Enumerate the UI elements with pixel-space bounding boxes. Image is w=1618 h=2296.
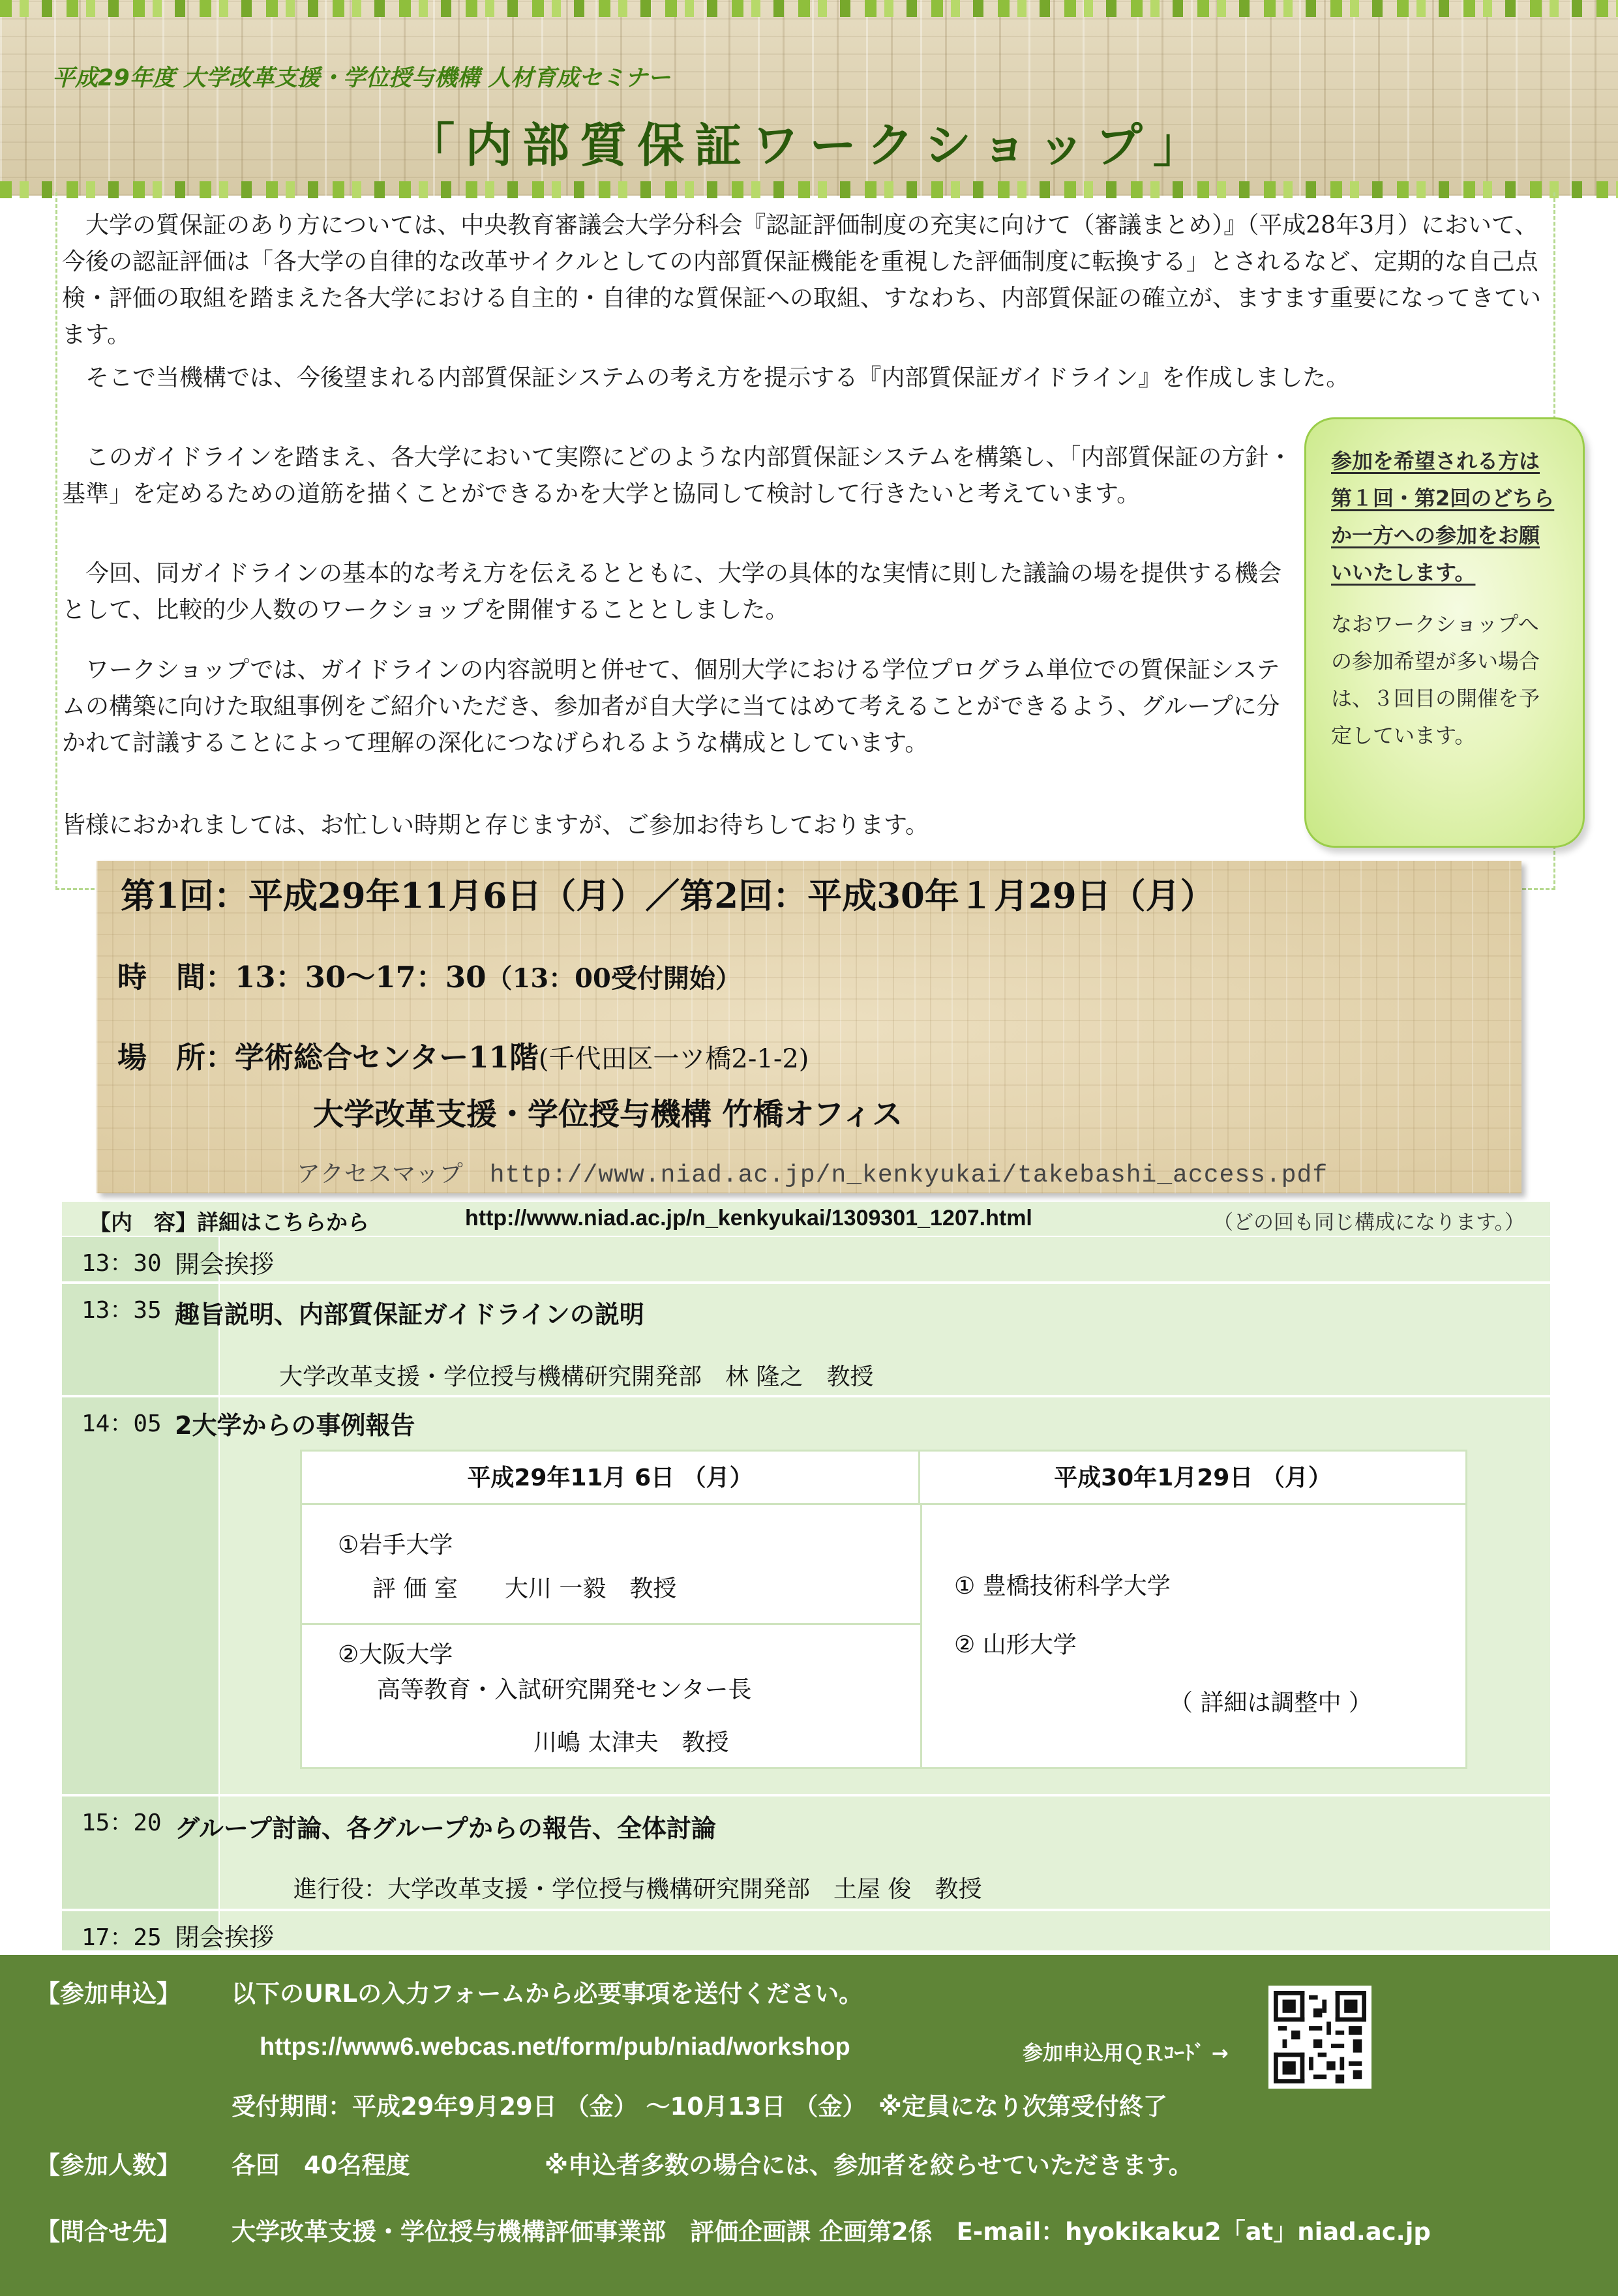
- content-details-link[interactable]: http://www.niad.ac.jp/n_kenkyukai/1309301_1207.html: [465, 1206, 1032, 1230]
- intro-paragraph-3: このガイドラインを踏まえ、各大学において実際にどのような内部質保証システムを構築し、「内部質保証の方針・基準」を定めるための道筋を描くことができるかを大学と協同して検討して行きたいと考えています。: [62, 444, 1293, 507]
- session-dates: 第1回：平成29年11月6日（月）／第2回：平成30年１月29日（月）: [121, 876, 1215, 916]
- row-time: 15：20: [82, 1810, 162, 1836]
- qr-code-label: 参加申込用ＱＲｺｰﾄﾞ →: [1023, 2042, 1229, 2065]
- session-place: [117, 1034, 809, 1076]
- row-title-guideline: 趣旨説明、内部質保証ガイドラインの説明: [175, 1300, 644, 1329]
- place-label: 場 所：学術総合センター11階: [117, 1040, 539, 1075]
- content-note: （どの回も同じ構成になります。）: [1213, 1211, 1525, 1234]
- apply-instructions: 以下のURLの入力フォームから必要事項を送付ください。: [232, 1980, 863, 2008]
- session-time: [117, 953, 742, 996]
- case-head-first-session: 平成29年11月 6日 （月）: [302, 1452, 920, 1505]
- venue-office: 大学改革支援・学位授与機構 竹橋オフィス: [313, 1097, 903, 1133]
- time-label: 時 間：13：30〜17：30: [117, 960, 487, 994]
- case-university-yamagata: ② 山形大学: [954, 1632, 1077, 1658]
- access-map: [297, 1155, 1328, 1189]
- intro-paragraph-2: そこで当機構では、今後望まれる内部質保証システムの考え方を提示する『内部質保証ガイドライン』を作成しました。: [85, 365, 1350, 391]
- access-label: アクセスマップ: [297, 1161, 464, 1187]
- row-time: 13：30: [82, 1250, 162, 1277]
- case-university-toyohashi: ① 豊橋技術科学大学: [954, 1573, 1171, 1600]
- participants-label: 【参加人数】: [36, 2151, 181, 2179]
- application-qr-code[interactable]: [1268, 1986, 1371, 2089]
- program-row-opening: [62, 1237, 1550, 1284]
- seminar-subtitle: 平成29年度 大学改革支援・学位授与機構 人材育成セミナー: [52, 65, 671, 91]
- content-header: [62, 1202, 1550, 1236]
- row-time: 17：25: [82, 1924, 162, 1951]
- callout-extra-session: なおワークショップへの参加希望が多い場合は、３回目の開催を予定しています。: [1331, 612, 1540, 748]
- application-period: 受付期間：平成29年9月29日 （金） 〜10月13日 （金） ※定員になり次第受付終了: [232, 2093, 1167, 2121]
- case-university-iwate: ①岩手大学: [338, 1532, 453, 1558]
- row-time: 13：35: [82, 1297, 162, 1324]
- place-address: (千代田区一ツ橋2-1-2): [538, 1044, 809, 1074]
- row-title-case-reports: 2大学からの事例報告: [175, 1411, 415, 1440]
- intro-paragraph-4: 今回、同ガイドラインの基本的な考え方を伝えるとともに、大学の具体的な実情に則した議論の場を提供する機会として、比較的少人数のワークショップを開催することとしました。: [62, 560, 1281, 623]
- callout-notice: 参加を希望される方は第１回・第2回のどちらか一方への参加をお願いいたします。: [1331, 449, 1555, 585]
- case-note-adjusting: （ 詳細は調整中 ）: [1169, 1690, 1372, 1716]
- row-speaker-guideline: 大学改革支援・学位授与機構研究開発部 林 隆之 教授: [279, 1364, 874, 1390]
- grass-decoration-top: [0, 0, 1618, 17]
- time-note: （13：00受付開始）: [486, 963, 742, 994]
- case-head-second-session: 平成30年1月29日 （月）: [920, 1452, 1465, 1505]
- case-dept-osaka: 高等教育・入試研究開発センター長: [377, 1677, 752, 1703]
- case-speaker-iwate: 評 価 室 大川 一毅 教授: [372, 1575, 677, 1602]
- program-row-closing: [62, 1911, 1550, 1953]
- participants-count: 各回 40名程度: [232, 2151, 410, 2179]
- case-speaker-osaka: 川嶋 太津夫 教授: [533, 1729, 729, 1756]
- access-map-link[interactable]: http://www.niad.ac.jp/n_kenkyukai/takebashi_access.pdf: [489, 1161, 1328, 1189]
- intro-paragraph-1: 大学の質保証のあり方については、中央教育審議会大学分科会『認証評価制度の充実に向けて（審議まとめ）』（平成28年3月）において、今後の認証評価は「各大学の自律的な改革サイクルとしての内部質保証機能を重視した評価制度に転換する」とされるなど、定期的な自己点検・評価の取組を踏まえた各大学における自主的・自律的な質保証への取組、すなわち、内部質保証の確立が、ますます重要になってきています。: [62, 212, 1542, 348]
- apply-label: 【参加申込】: [36, 1980, 181, 2008]
- case-university-osaka: ②大阪大学: [338, 1641, 453, 1668]
- participation-callout: [1304, 417, 1585, 848]
- apply-form-link[interactable]: https://www6.webcas.net/form/pub/niad/workshop: [260, 2033, 850, 2061]
- row-title-opening: 開会挨拶: [175, 1250, 275, 1279]
- participants-note: ※申込者多数の場合には、参加者を絞らせていただきます。: [545, 2151, 1193, 2179]
- page-title: 「内部質保証ワークショップ」: [408, 117, 1210, 173]
- contact-label: 【問合せ先】: [36, 2218, 181, 2246]
- intro-paragraph-5: ワークショップでは、ガイドラインの内容説明と併せて、個別大学における学位プログラム単位での質保証システムの構築に向けた取組事例をご紹介いただき、参加者が自大学に当てはめて考えることができるよう、グループに分かれて討議することによって理解の深化につなげられるような構成としています。: [62, 657, 1280, 756]
- case-report-table: [300, 1450, 1467, 1769]
- row-time: 14：05: [82, 1410, 162, 1437]
- content-label: 【内 容】詳細はこちらから: [89, 1210, 369, 1235]
- qr-code-icon: [1274, 1991, 1366, 2083]
- intro-paragraph-6: 皆様におかれましては、お忙しい時期と存じますが、ご参加お待ちしております。: [62, 812, 929, 839]
- contact-info: 大学改革支援・学位授与機構評価事業部 評価企画課 企画第2係 E-mail：hyokikaku2「at」niad.ac.jp: [232, 2218, 1431, 2246]
- row-speaker-discussion: 進行役：大学改革支援・学位授与機構研究開発部 土屋 俊 教授: [293, 1876, 982, 1903]
- row-title-closing: 閉会挨拶: [175, 1923, 275, 1952]
- row-title-discussion: グループ討論、各グループからの報告、全体討論: [175, 1814, 716, 1843]
